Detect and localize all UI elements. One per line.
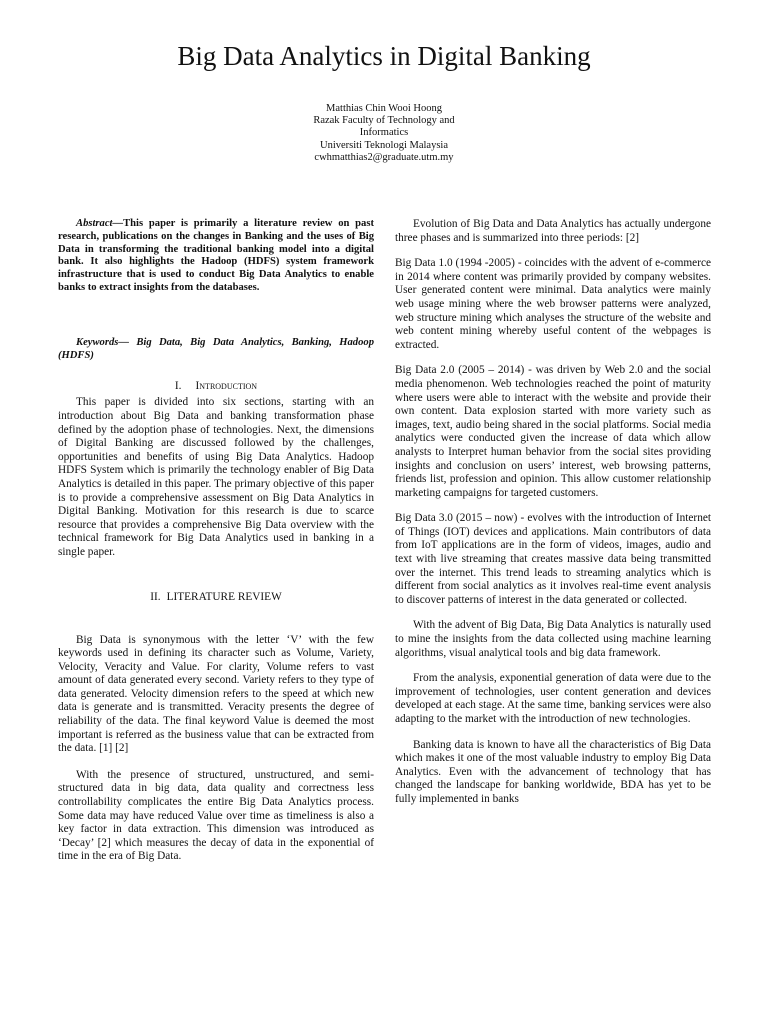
keywords-text: Big Data, Big Data Analytics, Banking, Hadoop (HDFS) [58, 336, 374, 361]
big-data-3-paragraph: Big Data 3.0 (2015 – now) - evolves with the introduction of Internet of Things (IOT) devices and applications. Main contributors of data from IoT applications are in the form of videos, images, audio and text with live streaming that creates massive data being transmitted over the internet. This trend leads to streaming analytics which is different from social analytics as it involves real-time event analysis to discover patterns of interest in the data generated or collected. [395, 512, 711, 606]
author-affiliation-1: Razak Faculty of Technology and [313, 115, 455, 127]
analysis-paragraph: From the analysis, exponential generation of data were due to the improvement of technologies, user content generation and devices developed at each stage. At the same time, banking services were also adapting to the market with the introduction of new technologies. [395, 672, 711, 725]
literature-paragraph-2: With the presence of structured, unstructured, and semi-structured data in big data, data quality and correctness less controllability complicates the entire Big Data Analytics process. Some data may have reduced Value over time as timeliness is also a key factor in data extraction. This dimension was introduced as ‘Decay’ [2] which measures the decay of data in the exponential of time in the era of Big Data. [58, 768, 374, 863]
left-column [58, 218, 374, 864]
author-name: Matthias Chin Wooi Hoong [326, 103, 442, 114]
abstract-text: This paper is primarily a literature review on past research, publications on the changes in Banking and the uses of Big Data in transforming the traditional banking model into a digital bank. It also highlights the Hadoop (HDFS) system framework infrastructure that is used to conduct Big Data Analytics to enable banks to extract insights from the databases. [58, 218, 374, 293]
section-heading-literature-review [58, 590, 374, 604]
literature-paragraph-1: Big Data is synonymous with the letter ‘V’ with the few keywords used in defining its character such as Volume, Variety, Velocity, Veracity and Value. For clarity, Volume refers to vast amount of data generated every second. Variety refers to they type of data generated. Velocity dimension refers to the speed at which new data is generate and is transmitted. Veracity presents the degree of reliability of the data. The final keyword Value is deemed the most important is referred as the business value that can be extracted from the data. [1] [2] [58, 633, 374, 755]
introduction-paragraph: This paper is divided into six sections, starting with an introduction about Big Data and banking transformation phase defined by the adoption phase of technologies. Next, the dimensions of Digital Banking are discussed followed by the challenges, opportunities and benefits of using Big Data Analytics. Hadoop HDFS System which is primarily the technology enabler of Big Data Analytics is detailed in this paper. The primary objective of this paper is to provide a comprehensive assessment on Big Data Analytics in Digital Banking. Motivation for this research is due to scarce resource that provides a comprehensive Big Data overview with the technical framework for Big Data Analytics used in banking in a single paper. [58, 396, 374, 558]
abstract-label: Abstract— [76, 218, 124, 229]
big-data-2-paragraph: Big Data 2.0 (2005 – 2014) - was driven by Web 2.0 and the social media phenomenon. Web technologies reached the point of maturity where users were able to interact with the website and provide their own content. Data explosion started with more variety such as images, text, audio being shared in the social platforms. Social media analytics were conducted given the increase of data which allow analysts to Interpret human behavior from the social sites providing insights and conclusion on users’ interest, web browsing patterns, friends list, profession and opinion. This allow customer relationship marketing campaigns for targeted customers. [395, 364, 711, 499]
advent-paragraph: With the advent of Big Data, Big Data Analytics is naturally used to mine the insights from the data collected using machine learning algorithms, visual analytical tools and big data framework. [395, 619, 711, 659]
author-block [0, 103, 768, 164]
section-title: LITERATURE REVIEW [166, 590, 282, 603]
keywords [58, 337, 374, 363]
paper-title: Big Data Analytics in Digital Banking [177, 41, 591, 71]
right-column [395, 218, 711, 807]
keywords-label: Keywords— [76, 336, 137, 348]
abstract [58, 218, 374, 295]
author-email: cwhmatthias2@graduate.utm.my [314, 151, 454, 163]
section-number: I. [174, 380, 182, 393]
author-affiliation-2: Informatics [359, 127, 409, 139]
big-data-1-paragraph: Big Data 1.0 (1994 -2005) - coincides with the advent of e-commerce in 2014 where content was primarily provided by company websites. User generated content were minimal. Data analytics were mainly web usage mining where the web browser patterns were analyzed, web structure mining which analyses the structure of the website and web content mining whereby useful content of the webpages is extracted. [395, 257, 711, 351]
author-university: Universiti Teknologi Malaysia [320, 139, 448, 151]
section-title: Introduction [195, 380, 258, 393]
banking-paragraph: Banking data is known to have all the characteristics of Big Data which makes it one of the most valuable industry to employ Big Data Analytics. Even with the advancement of technology that has changed the landscape for banking worldwide, BDA has yet to be fully implemented in banks [395, 738, 711, 805]
section-heading-introduction [58, 379, 374, 393]
evolution-paragraph: Evolution of Big Data and Data Analytics has actually undergone three phases and is summarized into three periods: [2] [395, 218, 711, 244]
section-number: II. [150, 590, 161, 603]
